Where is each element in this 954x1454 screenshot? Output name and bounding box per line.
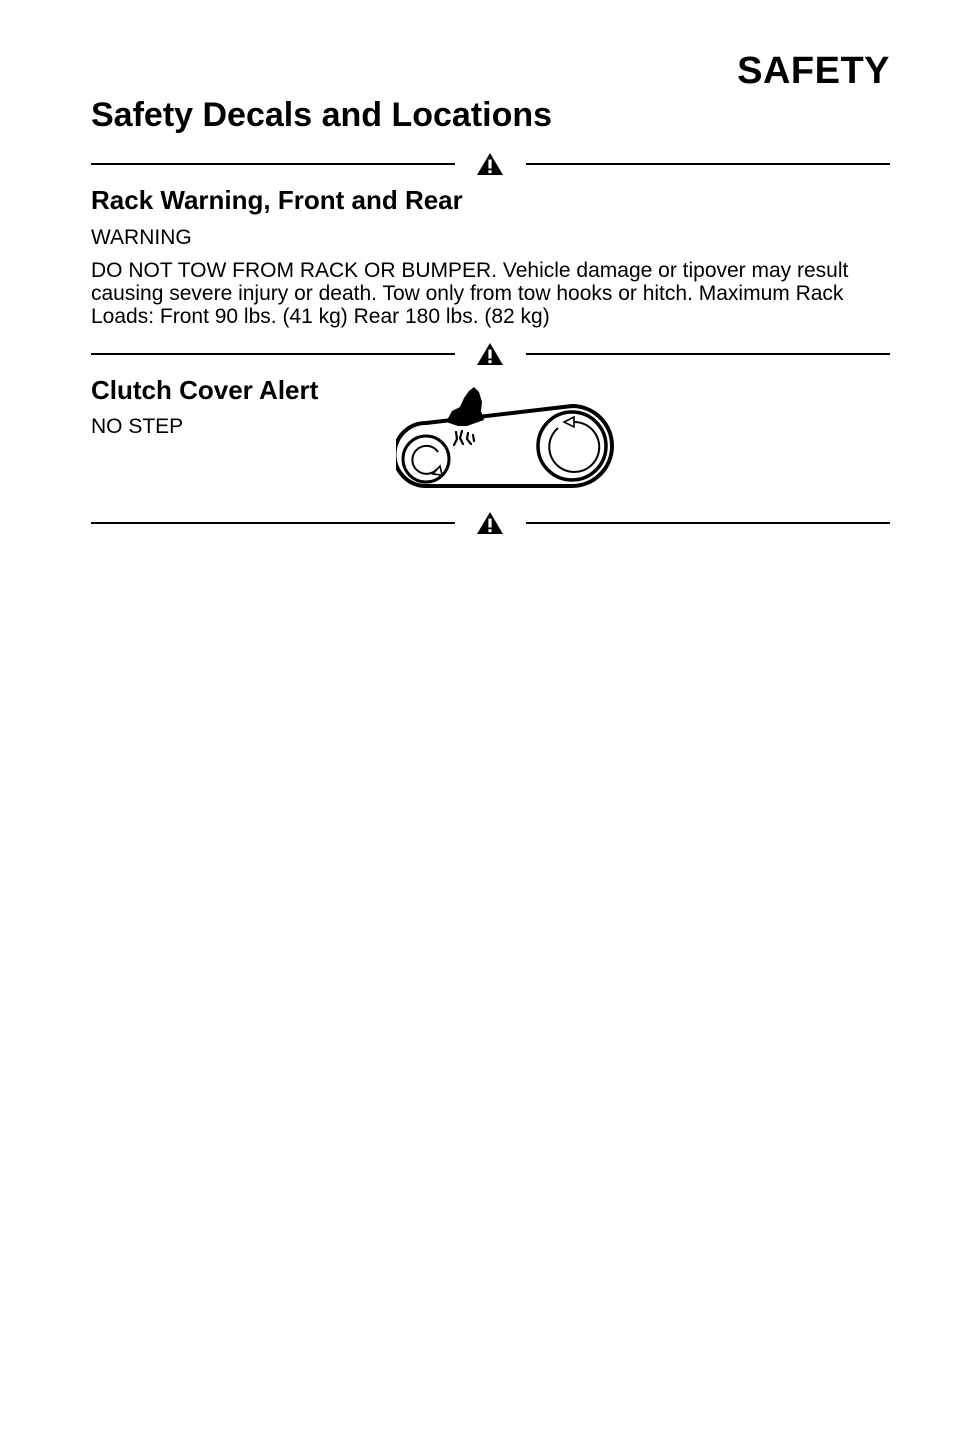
page-title: Safety Decals and Locations — [91, 96, 553, 134]
section-title: SAFETY — [737, 50, 890, 92]
decal-heading-rack-warning: Rack Warning, Front and Rear — [91, 185, 463, 215]
warning-triangle-icon — [476, 152, 504, 176]
warning-triangle-icon — [476, 342, 504, 366]
decal-text-rack-warning: DO NOT TOW FROM RACK OR BUMPER. Vehicle damage or tipover may result causing severe injury or death. Tow only from tow hooks or hitch. Maximum Rack Loads: Front 90 lbs. (41 kg) Rear 180 lbs. (82 kg) — [91, 259, 849, 328]
clutch-belt-no-step-icon — [396, 384, 618, 492]
decal-label-no-step: NO STEP — [91, 415, 184, 438]
warning-divider — [91, 342, 890, 366]
decal-label-warning: WARNING — [91, 226, 192, 249]
warning-divider — [91, 152, 890, 176]
warning-triangle-icon — [476, 511, 504, 535]
warning-divider — [91, 511, 890, 535]
decal-heading-clutch-cover: Clutch Cover Alert — [91, 375, 319, 405]
